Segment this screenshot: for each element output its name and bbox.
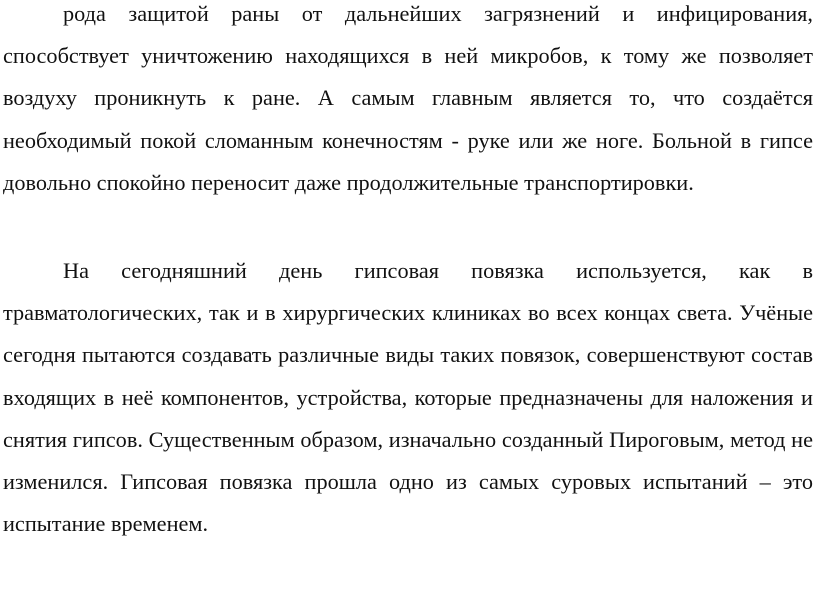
paragraph-1: рода защитой раны от дальнейших загрязнений и инфицирования, способствует уничтожению находящихся в ней микробов, к тому же позволяет воздуху проникнуть к ране. А самым главным является то, что создаётся необходимый покой сломанным конечностям - руке или же ноге. Больной в гипсе довольно спокойно переносит даже продолжительные транспортировки. <box>3 1 813 195</box>
paragraph-2: На сегодняшний день гипсовая повязка используется, как в травматологических, так и в хирургических клиниках во всех концах света. Учёные сегодня пытаются создавать различные виды таких повязок, совершенствуют состав входящих в неё компонентов, устройства, которые предназначены для наложения и снятия гипсов. Существенным образом, изначально созданный Пироговым, метод не изменился. Гипсовая повязка прошла одно из самых суровых испытаний – это испытание временем. <box>3 258 813 537</box>
